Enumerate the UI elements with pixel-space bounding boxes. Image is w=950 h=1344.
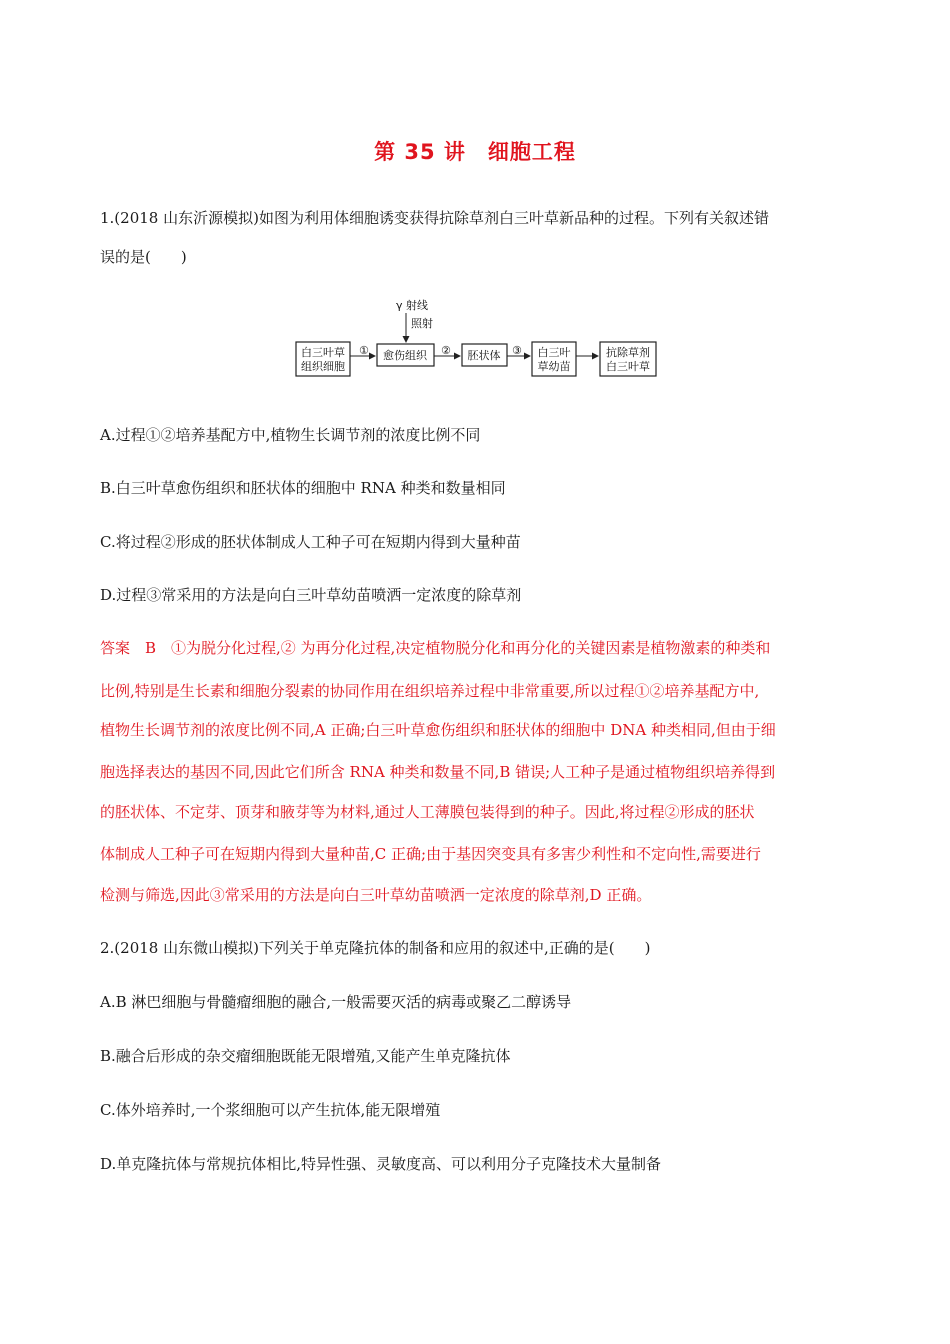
step-1-label: ① — [359, 344, 369, 357]
step-3-label: ③ — [512, 344, 522, 357]
q1-option-a: A.过程①②培养基配方中,植物生长调节剂的浓度比例不同 — [100, 426, 481, 444]
irradiate-label: 照射 — [411, 317, 433, 330]
page-title: 第 35 讲 细胞工程 — [374, 140, 576, 164]
box4-line2: 草幼苗 — [537, 360, 571, 373]
q2-option-c: C.体外培养时,一个浆细胞可以产生抗体,能无限增殖 — [100, 1101, 441, 1119]
q2-stem: 2.(2018 山东微山模拟)下列关于单克隆抗体的制备和应用的叙述中,正确的是( ) — [100, 939, 651, 957]
q1-stem-line2: 误的是( ) — [100, 248, 187, 266]
q2-option-a: A.B 淋巴细胞与骨髓瘤细胞的融合,一般需要灭活的病毒或聚乙二醇诱导 — [100, 993, 572, 1011]
q2-option-b: B.融合后形成的杂交瘤细胞既能无限增殖,又能产生单克隆抗体 — [100, 1047, 511, 1065]
q1-answer-line3: 植物生长调节剂的浓度比例不同,A 正确;白三叶草愈伤组织和胚状体的细胞中 DNA 种类相同,但由于细 — [100, 721, 776, 739]
q1-answer-line5: 的胚状体、不定芽、顶芽和腋芽等为材料,通过人工薄膜包装得到的种子。因此,将过程②形成的胚状 — [100, 803, 755, 821]
q1-answer-line4: 胞选择表达的基因不同,因此它们所含 RNA 种类和数量不同,B 错误;人工种子是通过植物组织培养得到 — [100, 763, 776, 781]
box2-label: 愈伤组织 — [383, 349, 427, 362]
box1-line1: 白三叶草 — [301, 346, 345, 359]
q1-option-b: B.白三叶草愈伤组织和胚状体的细胞中 RNA 种类和数量相同 — [100, 479, 506, 497]
q1-answer-line7: 检测与筛选,因此③常采用的方法是向白三叶草幼苗喷洒一定浓度的除草剂,D 正确。 — [100, 886, 652, 904]
q1-option-c: C.将过程②形成的胚状体制成人工种子可在短期内得到大量种苗 — [100, 533, 521, 551]
gamma-ray-label: γ 射线 — [396, 299, 429, 312]
box4-line1: 白三叶 — [537, 346, 571, 359]
box5-line1: 抗除草剂 — [606, 346, 650, 359]
q1-answer-line1: 答案 B ①为脱分化过程,② 为再分化过程,决定植物脱分化和再分化的关键因素是植物激素的种类和 — [100, 639, 771, 657]
q1-answer-line2: 比例,特别是生长素和细胞分裂素的协同作用在组织培养过程中非常重要,所以过程①②培养基配方中, — [100, 682, 760, 700]
step-2-label: ② — [441, 344, 451, 357]
process-flow-diagram — [292, 296, 664, 382]
box3-label: 胚状体 — [467, 349, 501, 362]
box5-line2: 白三叶草 — [606, 360, 650, 373]
q1-option-d: D.过程③常采用的方法是向白三叶草幼苗喷洒一定浓度的除草剂 — [100, 586, 522, 604]
q1-answer-line6: 体制成人工种子可在短期内得到大量种苗,C 正确;由于基因突变具有多害少利性和不定向性,需要进行 — [100, 845, 761, 863]
box1-line2: 组织细胞 — [301, 360, 345, 373]
q2-option-d: D.单克隆抗体与常规抗体相比,特异性强、灵敏度高、可以利用分子克隆技术大量制备 — [100, 1155, 662, 1173]
q1-stem-line1: 1.(2018 山东沂源模拟)如图为利用体细胞诱变获得抗除草剂白三叶草新品种的过程。下列有关叙述错 — [100, 209, 769, 227]
